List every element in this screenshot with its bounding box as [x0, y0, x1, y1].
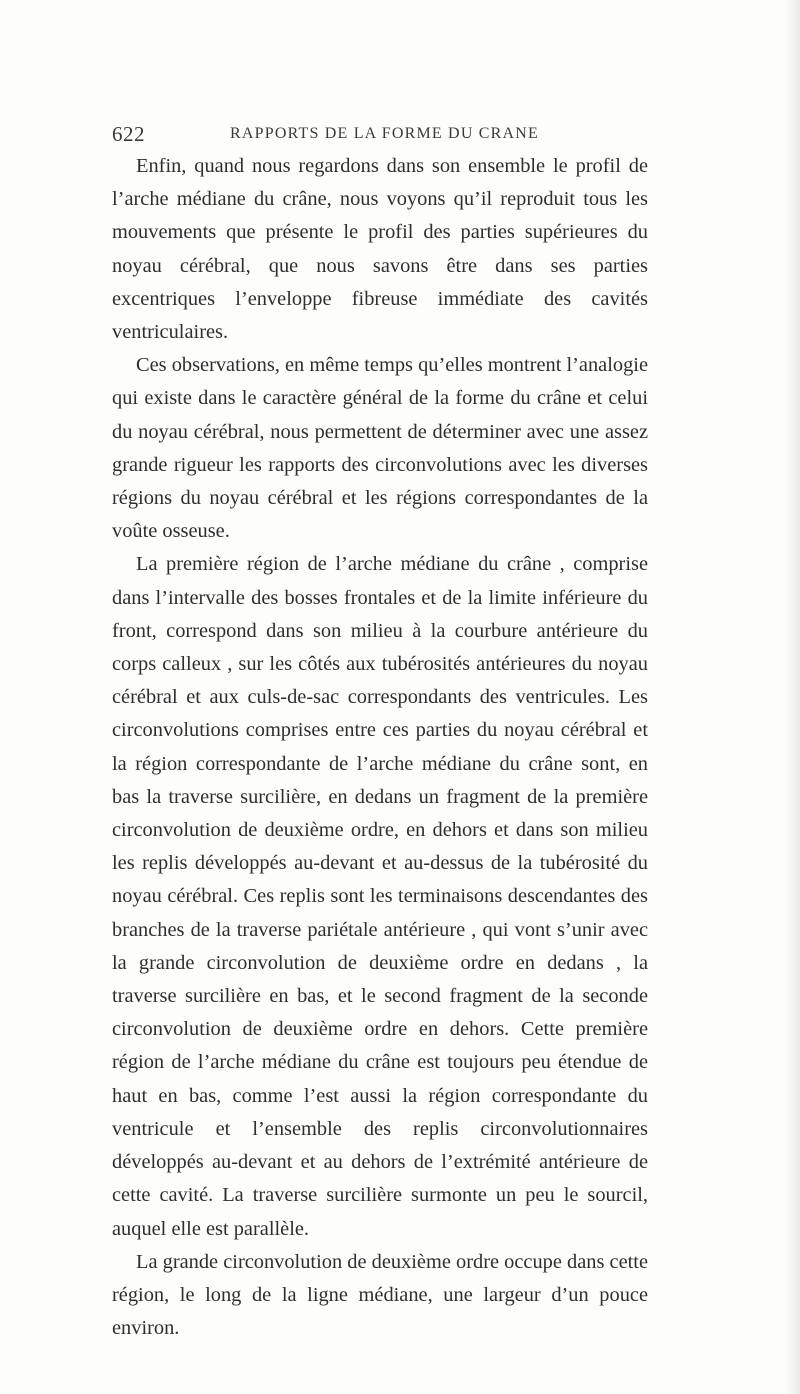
body-text — [112, 150, 648, 1345]
paragraph: Ces observations, en même temps qu’elles montrent l’analogie qui existe dans le caractère général de la forme du crâne et celui du noyau cérébral, nous permettent de déterminer avec une assez grande rigueur les rapports des circonvolutions avec les diverses régions du noyau cérébral et les régions correspondantes de la voûte osseuse. — [112, 354, 648, 543]
running-title: RAPPORTS DE LA FORME DU CRANE — [230, 125, 539, 142]
paragraph: La grande circonvolution de deuxième ordre occupe dans cette région, le long de la ligne médiane, une largeur d’un pouce environ. — [112, 1250, 648, 1340]
page-edge — [786, 0, 800, 1394]
paragraph: La première région de l’arche médiane du crâne , comprise dans l’intervalle des bosses frontales et de la limite inférieure du front, correspond dans son milieu à la courbure antérieure du corps calleux , sur les côtés aux tubérosités antérieures du noyau cérébral et aux culs-de-sac correspondants des ventricules. Les circonvolutions comprises entre ces parties du noyau cérébral et la région correspondante de l’arche médiane du crâne sont, en bas la traverse surcilière, en dedans un fragment de la première circonvolution de deuxième ordre, en dehors et dans son milieu les replis développés au-devant et au-dessus de la tubérosité du noyau cérébral. Ces replis sont les terminaisons descendantes des branches de la traverse pariétale antérieure , qui vont s’unir avec la grande circonvolution de deuxième ordre en dedans , la traverse surcilière en bas, et le second fragment de la seconde circonvolution de deuxième ordre en dehors. Cette première région de l’arche médiane du crâne est toujours peu étendue de haut en bas, comme l’est aussi la région correspondante du ventricule et l’ensemble des replis circonvolutionnaires développés au-devant et au dehors de l’extrémité antérieure de cette cavité. La traverse surcilière surmonte un peu le sourcil, auquel elle est parallèle. — [112, 553, 648, 1240]
running-head — [112, 122, 648, 148]
paragraph: Enfin, quand nous regardons dans son ensemble le profil de l’arche médiane du crâne, nous voyons qu’il reproduit tous les mouvements que présente le profil des parties supérieures du noyau cérébral, que nous savons être dans ses parties excentriques l’enveloppe fibreuse immédiate des cavités ventriculaires. — [112, 155, 648, 344]
page-number: 622 — [112, 122, 145, 146]
